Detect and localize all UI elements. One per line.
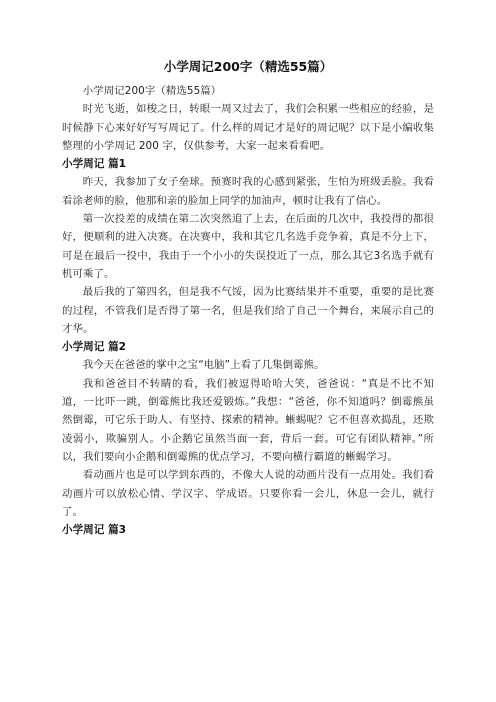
document-page — [62, 58, 434, 539]
section-2-paragraph-2: 我和爸爸目不转睛的看，我们被逗得哈哈大笑，爸爸说：“真是不比不知道，一比吓一跳，倒霉熊比我还爱锻炼。”我想：“爸爸，你不知道吗？倒霉熊虽然倒霉，可它乐于助人、有坚持、探索的精神。蜥蜴呢？它不但喜欢捣乱，还欺凌弱小，欺骗别人。小企鹅它虽然当面一套，背后一套。可它有团队精神。”所以，我们要向小企鹅和倒霉熊的优点学习，不要向横行霸道的蜥蜴学习。 — [62, 377, 434, 463]
section-heading-2: 小学周记 篇2 — [62, 341, 127, 354]
section-heading-1: 小学周记 篇1 — [62, 158, 127, 171]
section-1-paragraph-1: 昨天，我参加了女子垒球。预赛时我的心感到紧张，生怕为班级丢脸。我看看涂老师的脸，他那和亲的脸加上同学的加油声，顿时让我有了信心。 — [62, 176, 434, 207]
section-2-paragraph-1: 我今天在爸爸的掌中之宝“电脑”上看了几集倒霉熊。 — [82, 359, 325, 372]
document-title: 小学周记200字（精选55篇） — [163, 59, 333, 74]
intro-paragraph: 时光飞逝，如梭之日，转眼一周又过去了，我们会积累一些相应的经验，是时候静下心来好好写写周记了。什么样的周记才是好的周记呢？以下是小编收集整理的小学周记 200 字，仅供参考，大家一起来看看吧。 — [62, 103, 434, 152]
section-heading-3: 小学周记 篇3 — [62, 524, 127, 537]
intro-subtitle: 小学周记200字（精选55篇） — [82, 85, 222, 97]
section-1-paragraph-3: 最后我的了第四名，但是我不气馁，因为比赛结果并不重要，重要的是比赛的过程，不管我们是否得了第一名，但是我们给了自己一个舞台，来展示自己的才华。 — [62, 286, 434, 335]
section-2-paragraph-3: 看动画片也是可以学到东西的，不像大人说的动画片没有一点用处。我们看动画片可以放松心情、学汉字、学成语。只要你看一会儿，休息一会儿，就行了。 — [62, 469, 434, 518]
section-1-paragraph-2: 第一次投差的成绩在第二次突然追了上去，在后面的几次中，我投得的都很好，便顺利的进入决赛。在决赛中，我和其它几名选手竞争着，真是不分上下，可是在最后一投中，我由于一个小小的失误投近了一点，那么其它3名选手就有机可乘了。 — [62, 213, 434, 280]
